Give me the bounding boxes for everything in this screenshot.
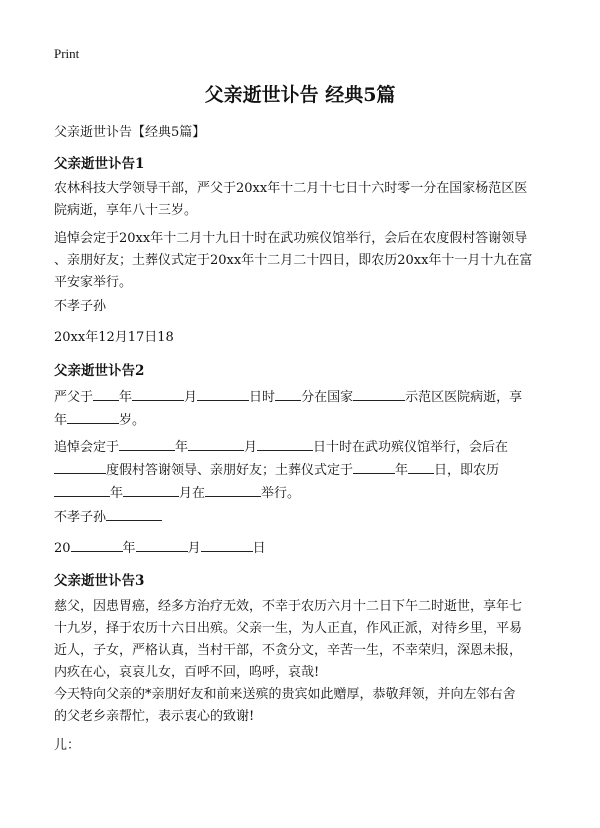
section-1-heading: 父亲逝世讣告1: [54, 156, 145, 172]
section-3-paragraph-1: [54, 596, 548, 684]
blank-line: [54, 482, 110, 497]
blank-line: [408, 459, 434, 474]
text-line: 院病逝，享年八十三岁。: [54, 203, 198, 218]
blank-line: [257, 436, 313, 451]
text-segment: 年: [175, 440, 189, 455]
text-segment: 日，即农历: [434, 463, 500, 478]
text-segment: 20: [54, 541, 71, 556]
section-1-date: [54, 327, 548, 349]
text-segment: 日十时在武功殡仪馆举行，会后在: [313, 440, 509, 455]
text-segment: 分在国家: [301, 390, 354, 405]
text-segment: 月在: [179, 486, 206, 501]
section-2-heading: 父亲逝世讣告2: [54, 363, 145, 379]
blank-line: [205, 482, 261, 497]
page-title: 父亲逝世讣告 经典5篇: [204, 84, 396, 106]
section-2-paragraph-2: [54, 436, 548, 505]
text-line: 平安家举行。: [54, 275, 133, 290]
text-line: 慈父，因患胃癌，经多方治疗无效，不幸于农历六月十二日下午二时逝世，享年七: [54, 599, 523, 614]
text-segment: 年: [54, 413, 68, 428]
text-segment: 月: [184, 390, 198, 405]
print-label: Print: [54, 46, 80, 61]
text-segment: 不孝子孙: [54, 510, 107, 525]
blank-line: [93, 386, 119, 401]
blank-line: [106, 506, 162, 521]
text-segment: 岁。: [119, 413, 146, 428]
text-segment: 举行。: [261, 486, 301, 501]
blank-line: [353, 459, 395, 474]
text-segment: 年: [119, 390, 133, 405]
text-line: 的父老乡亲帮忙，表示衷心的致谢!: [54, 709, 255, 724]
text-segment: 年: [110, 486, 124, 501]
section-3-heading: 父亲逝世讣告3: [54, 573, 145, 589]
text-segment: 严父于: [54, 390, 94, 405]
text-segment: 日时: [249, 390, 276, 405]
text-line: [54, 482, 548, 505]
text-segment: 月: [187, 541, 201, 556]
text-line: [54, 436, 548, 459]
text-line: 近人，子女，严格认真，当村干部，不贪分文，辛苦一生，不幸荣归，深恩未报，: [54, 643, 523, 658]
text-line: [54, 537, 548, 560]
text-line: 不孝子孙: [54, 299, 107, 314]
blank-line: [136, 537, 188, 552]
blank-line: [119, 436, 175, 451]
text-line: 今天特向父亲的*亲朋好友和前来送殡的贵宾如此赠厚，恭敬拜领，并向左邻右舍: [54, 687, 516, 702]
text-line: 儿：: [54, 738, 81, 753]
blank-line: [188, 436, 244, 451]
text-line: 内疚在心，哀哀儿女，百呼不回，呜呼，哀哉!: [54, 665, 320, 680]
text-line: [54, 506, 548, 529]
blank-line: [71, 537, 123, 552]
text-segment: 示范区医院病逝，享: [405, 390, 523, 405]
text-line: 追悼会定于20xx年十二月十九日十时在武功殡仪馆举行，会后在农度假村答谢领导: [54, 231, 528, 246]
section-1-paragraph-2: [54, 228, 548, 294]
blank-line: [67, 409, 119, 424]
section-2-paragraph-1: [54, 386, 548, 432]
blank-line: [123, 482, 179, 497]
text-line: 20xx年12月17日18: [54, 330, 174, 345]
text-segment: 月: [244, 440, 258, 455]
blank-line: [201, 537, 253, 552]
text-segment: 追悼会定于: [54, 440, 120, 455]
text-segment: 年: [395, 463, 409, 478]
text-line: 十九岁，择于农历十六日出殡。父亲一生，为人正直，作风正派，对待乡里，平易: [54, 621, 523, 636]
section-1-paragraph-1: [54, 178, 548, 222]
document-subtitle: 父亲逝世讣告【经典5篇】: [54, 125, 206, 140]
text-line: 农林科技大学领导干部，严父于20xx年十二月十七日十六时零一分在国家杨范区医: [54, 181, 528, 196]
text-segment: 度假村答谢领导、亲朋好友；土葬仪式定于: [106, 463, 354, 478]
blank-line: [275, 386, 301, 401]
section-2-date: [54, 537, 548, 560]
text-segment: 年: [122, 541, 136, 556]
blank-line: [197, 386, 249, 401]
blank-line: [54, 459, 106, 474]
text-segment: 日: [252, 541, 266, 556]
section-2-signature: [54, 506, 548, 529]
section-3-signature: [54, 735, 548, 757]
text-line: 、亲朋好友；土葬仪式定于20xx年十二月二十四日，即农历20xx年十一月十九在富: [54, 253, 533, 268]
text-line: [54, 386, 548, 409]
text-line: [54, 409, 548, 432]
blank-line: [132, 386, 184, 401]
section-3-paragraph-2: [54, 684, 548, 728]
blank-line: [353, 386, 405, 401]
section-1-signature: [54, 296, 548, 318]
text-line: [54, 459, 548, 482]
